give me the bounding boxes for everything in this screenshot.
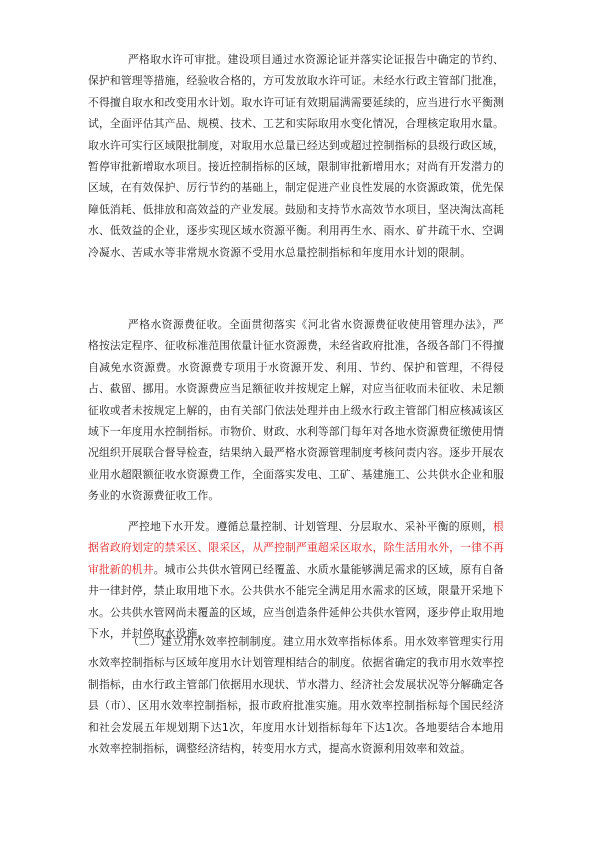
paragraph-water-efficiency-system [88,631,504,759]
highlighted-red-text: 根据省政府划定的禁采区、限采区，从严控制严重超采区取水，除生活用水外，一律不再审批新的机井 [88,520,504,576]
paragraph-text-after: 。城市公共供水管网已经覆盖、水质水量能够满足需求的区域，原有自备井一律封停，禁止取用地下水。公共供水不能完全满足用水需求的区域，限量开采地下水。公共供水管网尚未覆盖的区域，应当创造条件延伸公共供水管网，逐步停止取用地下水，并封停取水设施。 [88,562,504,641]
paragraph-text-before: 严控地下水开发。遵循总量控制、计划管理、分层取水、采补平衡的原则， [128,520,494,533]
paragraph-text: 严格水资源费征收。全面贯彻落实《河北省水资源费征收使用管理办法》，严格按法定程序、征收标准范围依量计征水资源费，未经省政府批准，各级各部门不得擅自减免水资源费。水资源费专项用于水资源开发、利用、节约、保护和管理，不得侵占、截留、挪用。水资源费应当足额征收并按规定上解，对应当征收而未征收、未足额征收或者未按规定上解的，由有关部门依法处理并由上级水行政主管部门相应核减该区域下一年度用水控制指标。市物价、财政、水利等部门每年对各地水资源费征缴使用情况组织开展联合督导检查，结果纳入最严格水资源管理制度考核问责内容。逐步开展农业用水超限额征收水资源费工作，全面落实发电、工矿、基建施工、公共供水企业和服务业的水资源费征收工作。 [88,318,504,503]
paragraph-text: （二）建立用水效率控制制度。建立用水效率指标体系。用水效率管理实行用水效率控制指标与区域年度用水计划管理相结合的制度。依据省确定的我市用水效率控制指标，由水行政主管部门依据用水现状、节水潜力、经济社会发展状况等分解确定各县（市）、区用水效率控制指标，报市政府批准实施。用水效率控制指标每个国民经济和社会发展五年规划期下达1次，年度用水计划指标每年下达1次。各地要结合本地用水效率控制指标，调整经济结构，转变用水方式，提高水资源利用效率和效益。 [88,635,504,756]
paragraph-water-fee-collection [88,314,504,507]
paragraph-groundwater-control [88,516,504,644]
paragraph-water-permit-approval [88,49,504,263]
paragraph-text: 严格取水许可审批。建设项目通过水资源论证并落实论证报告中确定的节约、保护和管理等措施，经验收合格的，方可发放取水许可证。未经水行政主管部门批准，不得擅自取水和改变用水计划。取水许可证有效期届满需要延续的，应当进行水平衡测试，全面评估其产品、规模、技术、工艺和实际取用水变化情况，合理核定取用水量。取水许可实行区域限批制度，对取用水总量已经达到或超过控制指标的县级行政区域，暂停审批新增取水项目。接近控制指标的区域，限制审批新增用水；对尚有开发潜力的区域，在有效保护、厉行节约的基础上，制定促进产业良性发展的水资源政策，优先保障低消耗、低排放和高效益的产业发展。鼓励和支持节水高效节水项目，坚决淘汰高耗水、低效益的企业，逐步实现区域水资源平衡。利用再生水、雨水、矿井疏干水、空调冷凝水、苦咸水等非常规水资源不受用水总量控制指标和年度用水计划的限制。 [88,53,504,259]
